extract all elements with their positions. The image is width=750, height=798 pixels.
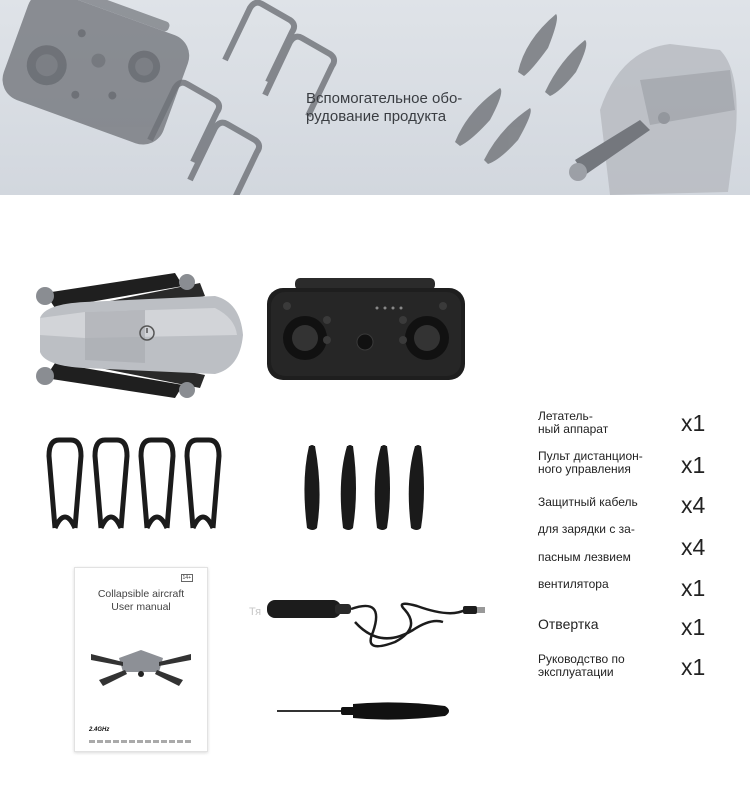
guard-2 bbox=[95, 440, 127, 528]
qty-cable: x1 bbox=[681, 575, 706, 601]
qty-manual: x1 bbox=[681, 654, 706, 680]
guard-3 bbox=[141, 440, 173, 528]
propeller-4 bbox=[409, 446, 424, 530]
qty-aircraft: x1 bbox=[681, 410, 706, 436]
list-label-blades: пасным лезвием bbox=[538, 550, 631, 564]
propellers-image bbox=[295, 440, 440, 535]
banner-title: Вспомогательное обо- рудование продукта bbox=[306, 90, 463, 125]
banner-propellers-image bbox=[455, 14, 586, 164]
usb-cable-image bbox=[245, 592, 490, 658]
qty-guards: x4 bbox=[681, 492, 706, 518]
cable-label: Тя bbox=[249, 606, 262, 618]
guard-4 bbox=[187, 440, 219, 528]
qty-propellers: x4 bbox=[681, 534, 706, 560]
list-label-fan: вентилятора bbox=[538, 577, 609, 591]
screwdriver-image bbox=[275, 698, 455, 724]
guard-1 bbox=[49, 440, 81, 528]
propeller-1 bbox=[304, 446, 319, 530]
qty-remote: x1 bbox=[681, 452, 706, 478]
accessory-banner bbox=[0, 0, 750, 195]
propeller-guards-image bbox=[45, 436, 230, 536]
propeller-2 bbox=[341, 446, 356, 530]
qty-screwdriver: x1 bbox=[681, 614, 706, 640]
list-label-cable: для зарядки с за- bbox=[538, 522, 635, 536]
user-manual-image bbox=[74, 567, 208, 752]
list-label-manual: Руководство по эксплуатации bbox=[538, 652, 625, 679]
manual-drone-illustration bbox=[89, 640, 193, 690]
manual-title: Collapsible aircraft User manual bbox=[97, 588, 185, 613]
manual-frequency: 2.4GHz bbox=[89, 727, 110, 733]
manual-age-badge: 14+ bbox=[182, 575, 191, 581]
manual-fine-print bbox=[89, 740, 193, 743]
propeller-3 bbox=[375, 446, 390, 530]
list-label-aircraft: Летатель- ный аппарат bbox=[538, 409, 609, 436]
remote-controller-image bbox=[265, 278, 470, 383]
banner-drone-image bbox=[569, 44, 737, 195]
banner-remote-image bbox=[0, 0, 199, 151]
list-label-remote: Пульт дистанцион- ного управления bbox=[538, 449, 643, 476]
drone-image bbox=[25, 268, 250, 403]
list-label-screwdriver: Отвертка bbox=[538, 616, 599, 632]
list-label-guards: Защитный кабель bbox=[538, 495, 638, 509]
